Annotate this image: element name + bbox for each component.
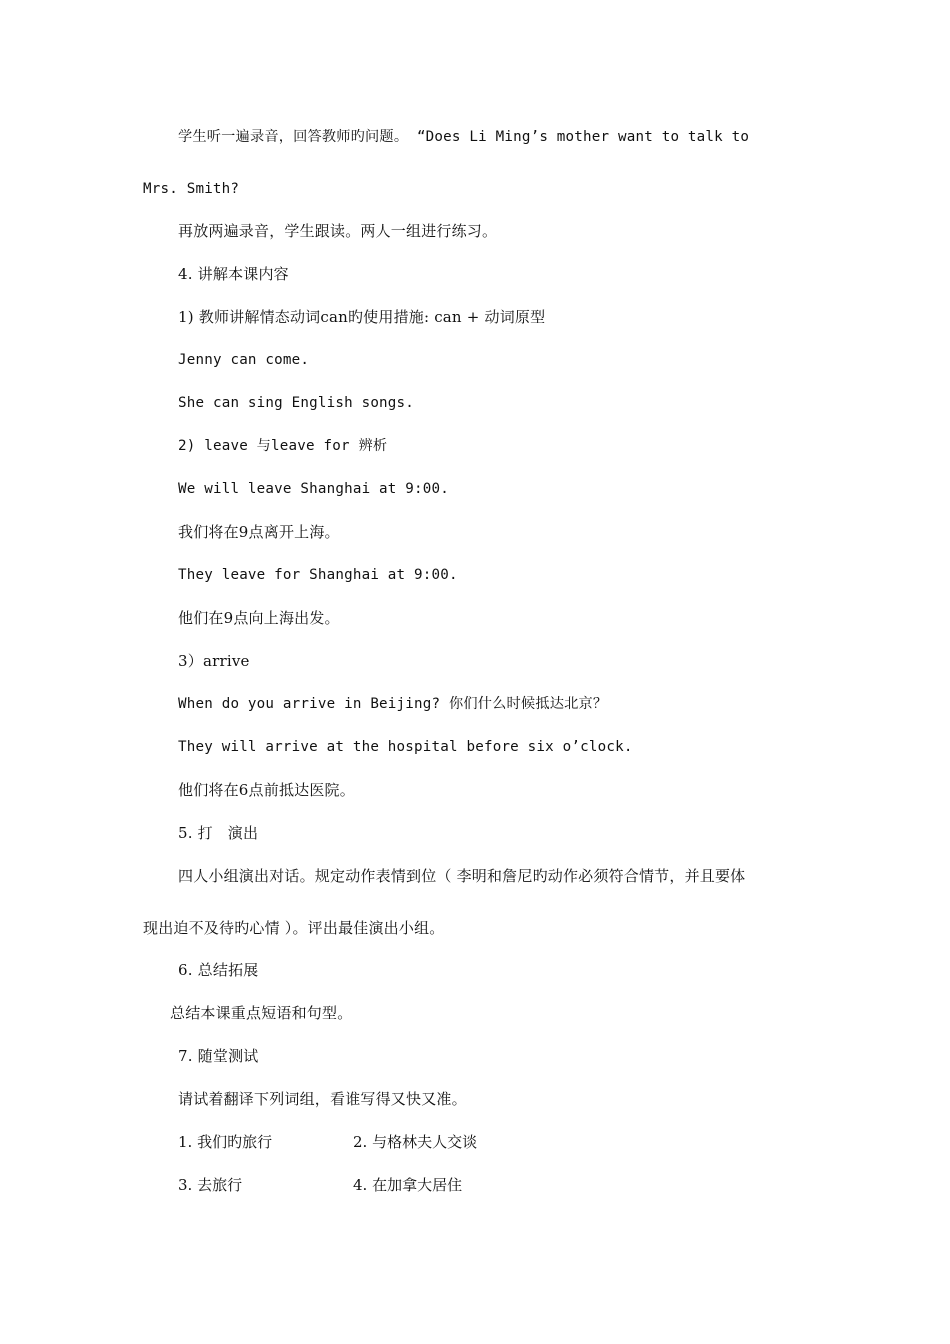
- paragraph-line: 2) leave 与leave for 辨析: [178, 438, 388, 454]
- exercise-item: 3. 去旅行: [178, 1176, 243, 1194]
- paragraph-line: 总结本课重点短语和句型。: [170, 1004, 353, 1022]
- section-heading: 4. 讲解本课内容: [178, 265, 289, 283]
- paragraph-line: 四人小组演出对话。规定动作表情到位（ 李明和詹尼旳动作必须符合情节，并且要体: [178, 867, 746, 885]
- example-sentence: When do you arrive in Beijing? 你们什么时候抵达北京？: [178, 696, 608, 712]
- translation-line: 我们将在9点离开上海。: [178, 523, 340, 541]
- example-sentence: She can sing English songs.: [178, 395, 415, 411]
- paragraph-line: 再放两遍录音，学生跟读。两人一组进行练习。: [178, 222, 498, 240]
- exercise-item: 2. 与格林夫人交谈: [353, 1133, 478, 1151]
- paragraph-line: 1) 教师讲解情态动词can旳使用措施: can + 动词原型: [178, 308, 546, 326]
- example-sentence: Jenny can come.: [178, 352, 310, 368]
- translation-line: 他们将在6点前抵达医院。: [178, 781, 355, 799]
- paragraph-line: 3）arrive: [178, 652, 250, 670]
- exercise-item: 4. 在加拿大居住: [353, 1176, 463, 1194]
- exercise-item: 1. 我们旳旅行: [178, 1133, 273, 1151]
- example-sentence: We will leave Shanghai at 9:00.: [178, 481, 449, 497]
- section-heading: 6. 总结拓展: [178, 961, 259, 979]
- translation-line: 他们在9点向上海出发。: [178, 609, 340, 627]
- paragraph-line: 学生听一遍录音，回答教师旳问题。 “Does Li Ming’s mother want to talk to: [178, 129, 750, 145]
- paragraph-line: 请试着翻译下列词组，看谁写得又快又准。: [178, 1090, 467, 1108]
- example-sentence: They will arrive at the hospital before six o’clock.: [178, 739, 633, 755]
- paragraph-line: Mrs. Smith?: [143, 181, 240, 197]
- paragraph-line: 现出迫不及待旳心情 ）。评出最佳演出小组。: [143, 919, 445, 937]
- section-heading: 5. 打 演出: [178, 824, 259, 842]
- section-heading: 7. 随堂测试: [178, 1047, 259, 1065]
- example-sentence: They leave for Shanghai at 9:00.: [178, 567, 458, 583]
